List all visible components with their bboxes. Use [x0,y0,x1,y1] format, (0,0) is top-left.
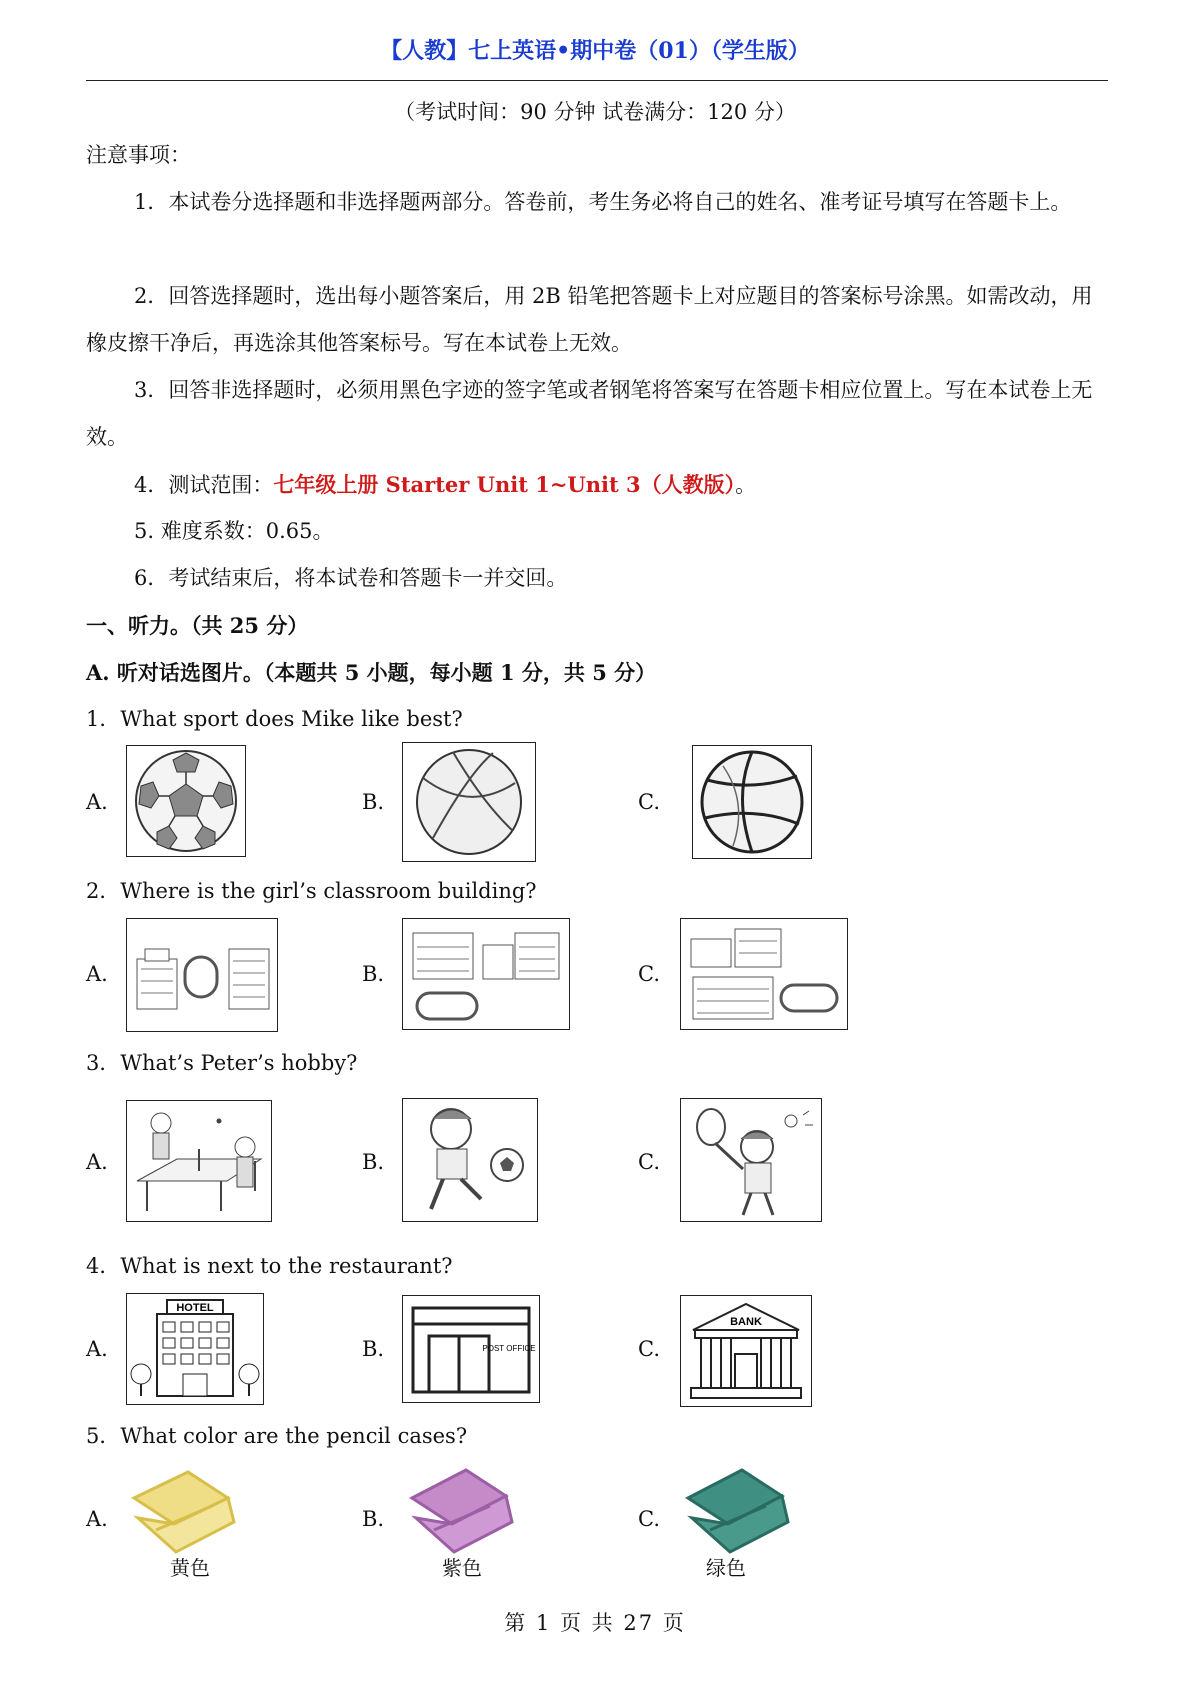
question-1: 1．What sport does Mike like best? [86,707,463,731]
bank-image [680,1295,812,1407]
header-divider [86,80,1108,81]
q4-option-c: C. [638,1337,660,1361]
question-4: 4．What is next to the restaurant? [86,1254,453,1278]
ping-pong-image [126,1100,272,1222]
yellow-caption: 黄色 [170,1556,210,1580]
note-item-4-prefix: 4．测试范围： [134,473,274,497]
post-office-sign: POST OFFICE [482,1344,536,1353]
q1-option-c: C. [638,790,660,814]
section-title: 一、听力。（共 25 分） [86,613,309,638]
note-item-2: 2．回答选择题时，选出每小题答案后，用 2B 铅笔把答题卡上对应题目的答案标号涂黑。如需改动，用橡皮擦干净后，再选涂其他答案标号。写在本试卷上无效。 [86,284,1093,355]
purple-pencil-case-image [404,1466,516,1556]
document-title: 【人教】七上英语•期中卷（01）（学生版） [380,38,810,64]
notes-heading: 注意事项： [86,143,191,167]
q3-option-b: B. [362,1150,385,1174]
hotel-image [126,1293,264,1405]
buildings-map-c-image [680,918,848,1030]
q3-option-c: C. [638,1150,660,1174]
hotel-sign: HOTEL [176,1302,214,1314]
note-item-4 [86,461,1110,509]
note-item-3: 3．回答非选择题时，必须用黑色字迹的签字笔或者钢笔将答案写在答题卡相应位置上。写在本试卷上无效。 [86,378,1093,449]
question-3: 3．What’s Peter’s hobby? [86,1051,358,1075]
q5-option-a: A. [86,1507,108,1531]
q5-option-b: B. [362,1507,385,1531]
green-pencil-case-image [680,1466,792,1556]
green-caption: 绿色 [706,1556,746,1580]
q4-option-b: B. [362,1337,385,1361]
part-a-title: A. 听对话选图片。（本题共 5 小题，每小题 1 分，共 5 分） [86,660,657,685]
soccer-kid-image [402,1098,538,1222]
note-item-6: 6．考试结束后，将本试卷和答题卡一并交回。 [134,566,568,590]
question-5: 5．What color are the pencil cases? [86,1424,468,1448]
q3-option-a: A. [86,1150,108,1174]
purple-caption: 紫色 [442,1556,482,1580]
question-2: 2．Where is the girl’s classroom building? [86,879,537,903]
q1-option-b: B. [362,790,385,814]
yellow-pencil-case-image [126,1468,238,1556]
test-scope: 七年级上册 Starter Unit 1~Unit 3（人教版） [273,472,736,497]
note-item-4-suffix: 。 [735,473,757,497]
tennis-kid-image [680,1098,822,1222]
q2-option-b: B. [362,962,385,986]
buildings-map-a-image [126,918,278,1032]
basketball-image [402,742,536,862]
buildings-map-b-image [402,918,570,1030]
volleyball-image [692,745,812,859]
q2-option-a: A. [86,962,108,986]
q4-option-a: A. [86,1337,108,1361]
soccer-ball-image [126,745,246,857]
note-item-5: 5. 难度系数：0.65。 [134,519,334,543]
exam-info: （考试时间：90 分钟 试卷满分：120 分） [394,100,796,124]
q1-option-a: A. [86,790,108,814]
q5-option-c: C. [638,1507,660,1531]
post-office-image [402,1295,540,1403]
page-number: 第 1 页 共 27 页 [504,1611,686,1635]
bank-sign: BANK [730,1316,762,1328]
note-item-1: 1．本试卷分选择题和非选择题两部分。答卷前，考生务必将自己的姓名、准考证号填写在答题卡上。 [134,190,1072,214]
q2-option-c: C. [638,962,660,986]
